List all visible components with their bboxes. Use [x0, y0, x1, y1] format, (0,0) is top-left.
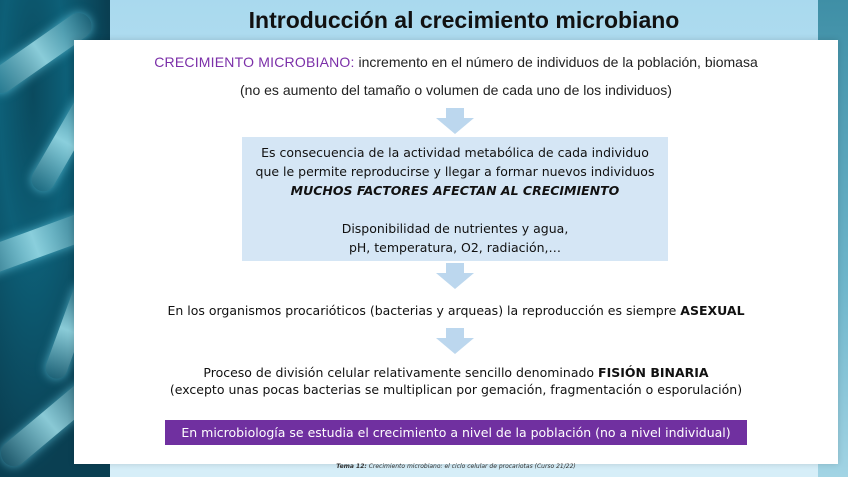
highlight-bar: En microbiología se estudia el crecimiento a nivel de la población (no a nivel individual) — [165, 420, 747, 445]
prokaryote-text: En los organismos procarióticos (bacterias y arqueas) la reproducción es siempre — [167, 303, 677, 318]
definition-note: (no es aumento del tamaño o volumen de cada uno de los individuos) — [240, 82, 672, 98]
definition-line — [74, 54, 838, 70]
definition-keyword: CRECIMIENTO MICROBIANO — [154, 54, 351, 70]
fission-text: Proceso de división celular relativamente sencillo denominado — [203, 365, 595, 380]
box-line-5: pH, temperatura, O2, radiación,… — [348, 240, 562, 255]
footer-topic: Tema 12: — [336, 463, 367, 470]
box-heading: MUCHOS FACTORES AFECTAN AL CRECIMIENTO — [290, 183, 620, 198]
box-line-2: que le permite reproducirse y llegar a formar nuevos individuos — [255, 164, 655, 179]
content-panel — [74, 40, 838, 470]
box-line-4: Disponibilidad de nutrientes y agua, — [341, 221, 569, 236]
definition-text: incremento en el número de individuos de la población, biomasa — [358, 54, 758, 70]
fission-bold: FISIÓN BINARIA — [598, 365, 709, 380]
footer-text: Crecimiento microbiano: el ciclo celular de procariotas (Curso 21/22) — [368, 463, 576, 470]
prokaryote-reproduction-line — [74, 301, 838, 320]
definition-colon: : — [350, 54, 355, 70]
prokaryote-bold: ASEXUAL — [680, 303, 745, 318]
factors-box — [242, 137, 668, 261]
box-line-1: Es consecuencia de la actividad metabólica de cada individuo — [261, 145, 649, 160]
down-arrow-icon — [436, 263, 474, 289]
down-arrow-icon — [436, 108, 474, 134]
slide-footer — [74, 463, 838, 470]
down-arrow-icon — [436, 328, 474, 354]
fission-note: (excepto unas pocas bacterias se multiplican por gemación, fragmentación o esporulación) — [169, 382, 743, 397]
slide-title: Introducción al crecimiento microbiano — [248, 7, 680, 33]
